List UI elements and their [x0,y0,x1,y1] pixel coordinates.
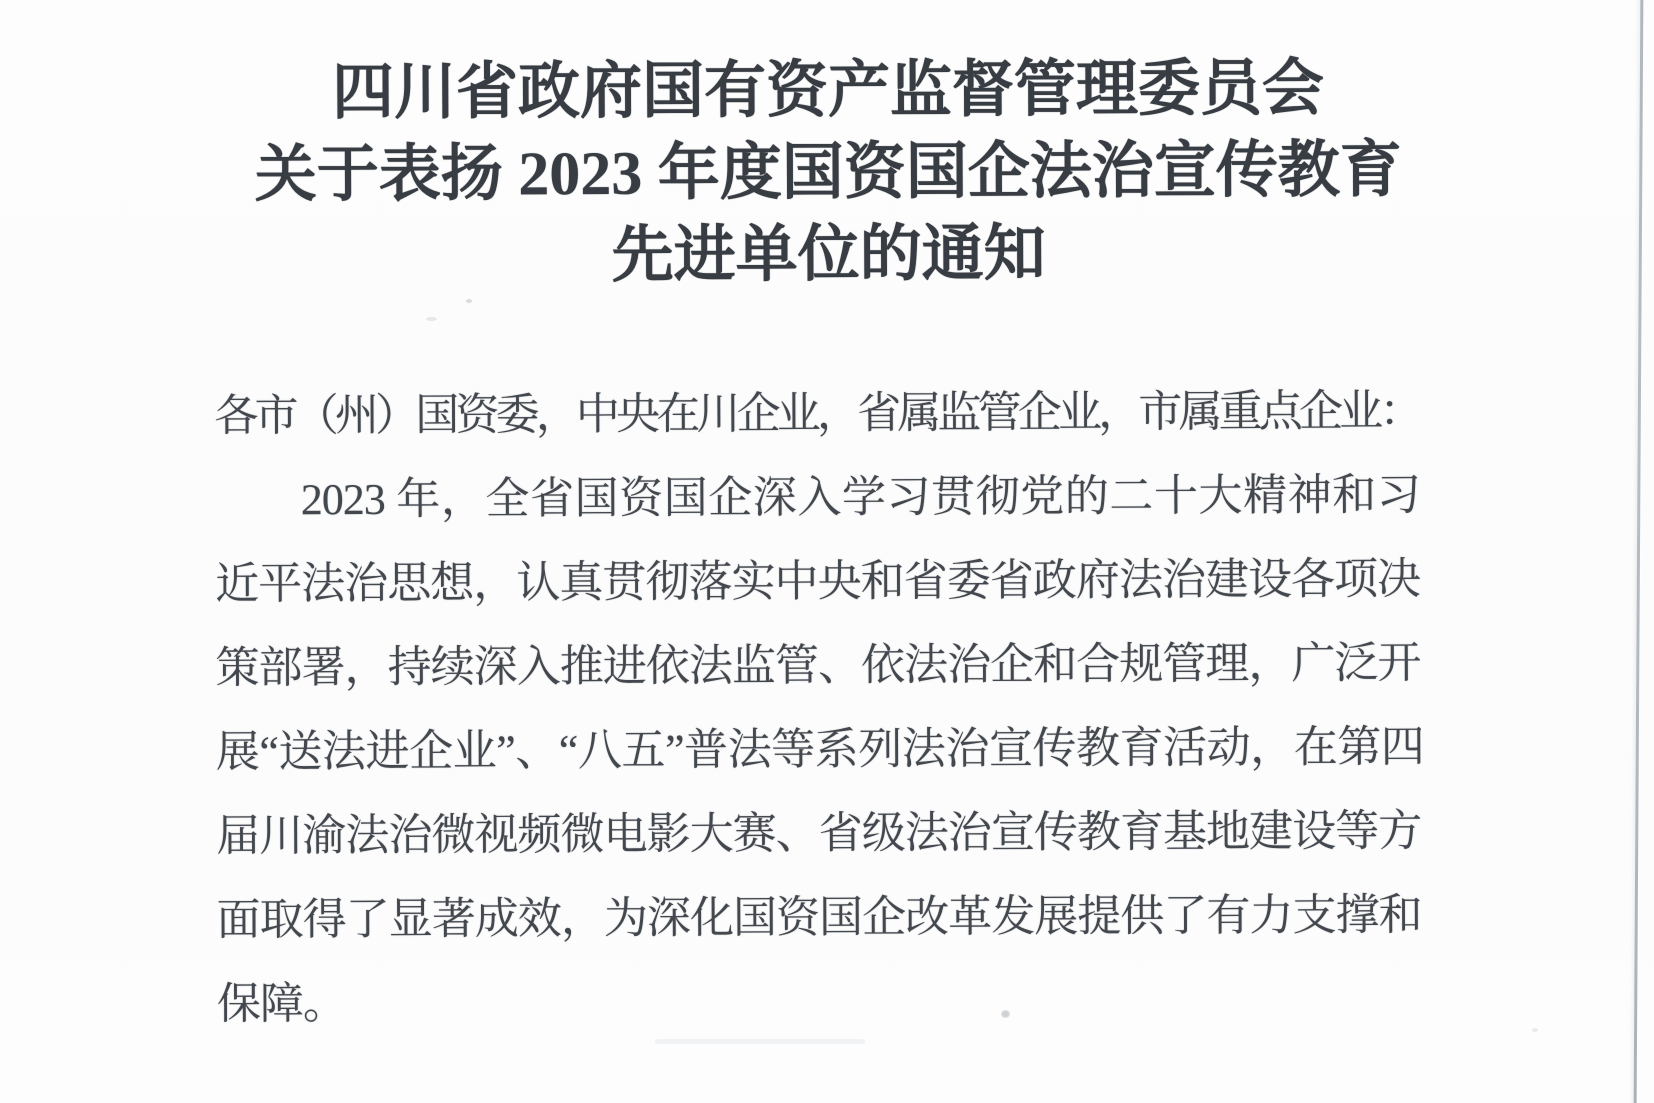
scan-speck [1532,1028,1538,1032]
body-line: 届川渝法治微视频微电影大赛、省级法治宣传教育基地建设等方 [216,806,1422,861]
title-line-3: 先进单位的通知 [611,220,1046,290]
title-line-2: 关于表扬 2023 年度国资国企法治宣传教育 [254,136,1402,210]
document-title [168,47,1489,299]
title-line-1: 四川省政府国有资产监督管理委员会 [331,54,1325,128]
body-line-last: 保障。 [216,979,347,1029]
body-line: 2023 年，全省国资国企深入学习贯彻党的二十大精神和习 [300,470,1420,525]
body-line: 近平法治思想，认真贯彻落实中央和省委省政府法治建设各项决 [215,554,1421,609]
body-line: 展“送法进企业”、“八五”普法等系列法治宣传教育活动，在第四 [215,722,1421,777]
scan-speck [1001,1010,1010,1018]
document-body [214,369,1422,1046]
body-line-salutation: 各市（州）国资委，中央在川企业，省属监管企业，市属重点企业： [214,386,1420,441]
scan-speck [466,299,472,303]
body-line: 面取得了显著成效，为深化国资国企改革发展提供了有力支撑和 [216,890,1422,945]
scan-smudge [655,1039,865,1044]
body-line: 策部署，持续深入推进依法监管、依法治企和合规管理，广泛开 [215,638,1421,693]
scan-speck [426,317,437,321]
